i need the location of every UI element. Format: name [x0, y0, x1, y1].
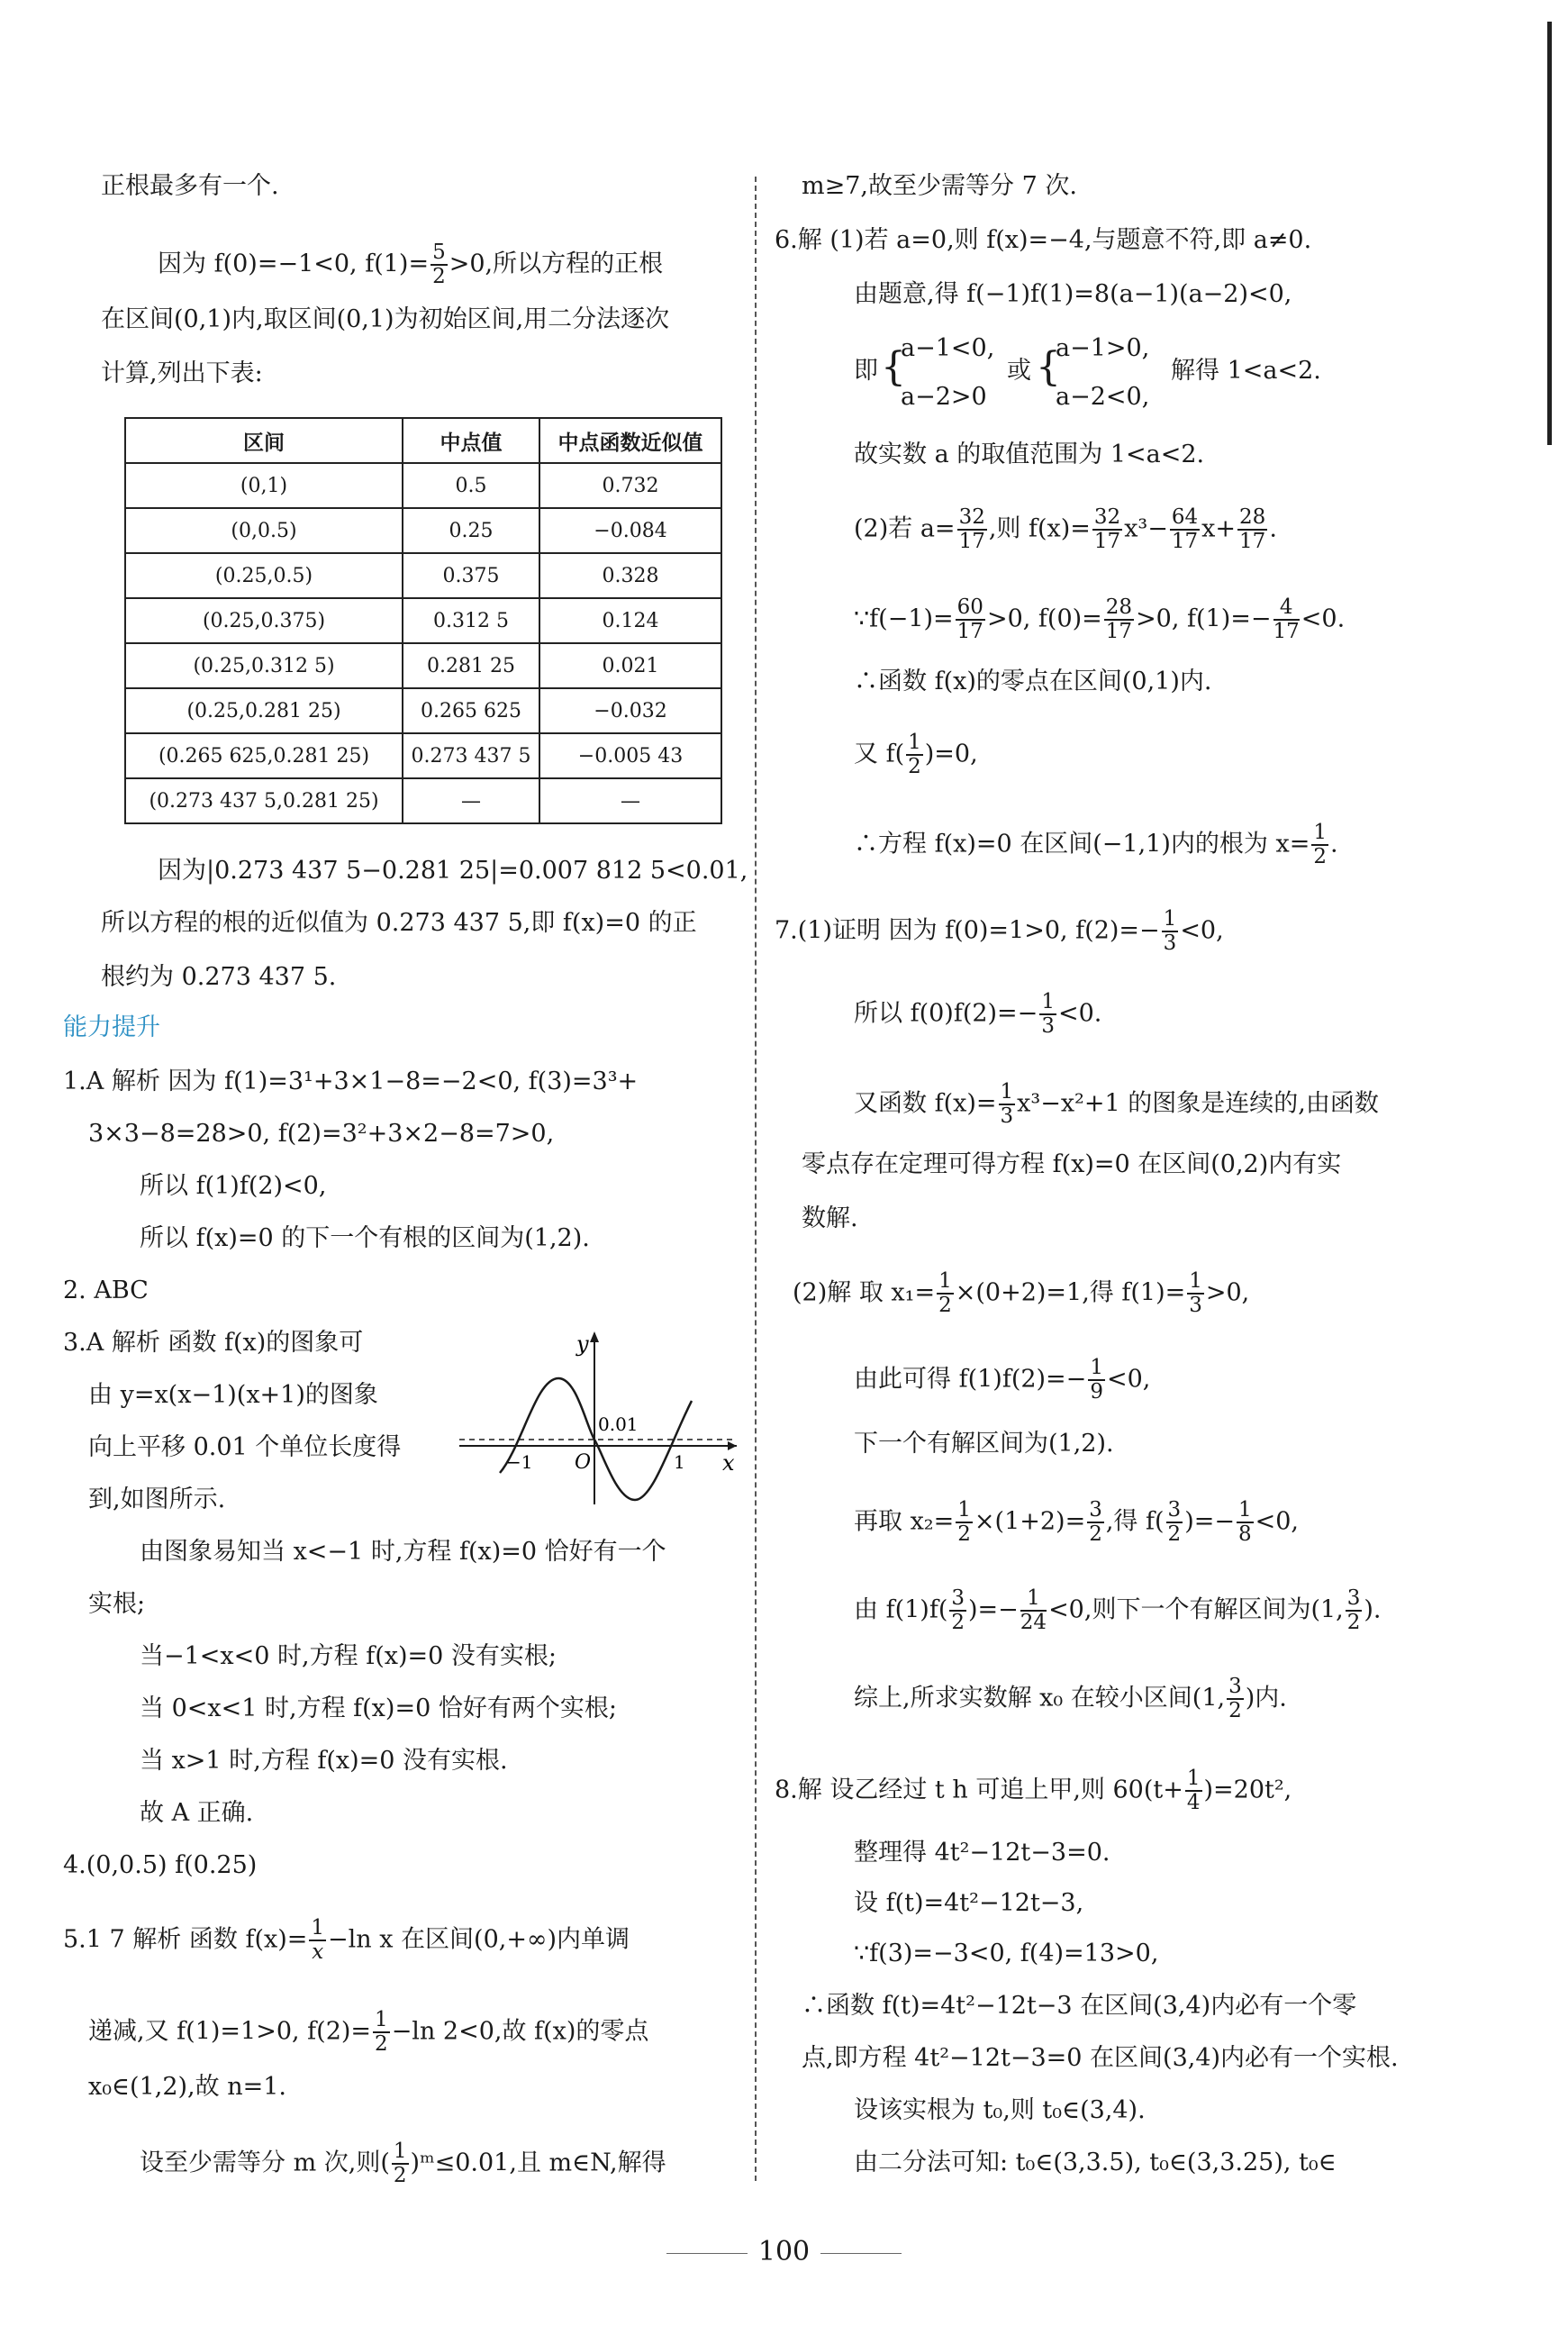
table-cell: 0.732	[539, 463, 721, 508]
table-cell: (0.25,0.312 5)	[125, 643, 403, 688]
text-line: (2)解 取 x₁= $\frac{1}{2}$ ×(0+2)=1,得 f(1)= $\frac{1}{3}$ >0,	[793, 1269, 1250, 1317]
table-row	[125, 508, 721, 553]
text-line: 2. ABC	[63, 1276, 149, 1304]
table-header: 中点值	[403, 418, 539, 463]
tick-label: −1	[506, 1451, 533, 1473]
text-line: 零点存在定理可得方程 f(x)=0 在区间(0,2)内有实	[802, 1150, 1342, 1178]
table-cell: (0.273 437 5,0.281 25)	[125, 778, 403, 823]
text-line: 故 A 正确.	[140, 1799, 254, 1827]
table-cell: 0.328	[539, 553, 721, 598]
text-line: 8.解 设乙经过 t h 可追上甲,则 60(t+ $\frac{1}{4}$ )=20t²,	[775, 1767, 1292, 1814]
text-line: 在区间(0,1)内,取区间(0,1)为初始区间,用二分法逐次	[101, 305, 670, 333]
text-line: 因为 f(0)=−1<0, f(1)= $\frac{5}{2}$ >0,所以方程的正根	[158, 241, 664, 288]
origin-label: O	[575, 1451, 592, 1474]
text-line: 由题意,得 f(−1)f(1)=8(a−1)(a−2)<0,	[854, 280, 1292, 308]
table-cell: 0.124	[539, 598, 721, 643]
table-row	[125, 463, 721, 508]
text-line: 由二分法可知: t₀∈(3,3.5), t₀∈(3,3.25), t₀∈	[854, 2149, 1337, 2176]
fraction: $\frac{1}{2}$	[393, 2140, 407, 2187]
function-curve	[500, 1378, 692, 1500]
text-line: 或	[1007, 357, 1031, 385]
table-cell: —	[403, 778, 539, 823]
table-cell: 0.273 437 5	[403, 733, 539, 778]
text-line: a−1>0,	[1056, 334, 1150, 362]
text-line: x₀∈(1,2),故 n=1.	[88, 2073, 286, 2101]
table-cell: −0.032	[539, 688, 721, 733]
text-line: 所以方程的根的近似值为 0.273 437 5,即 f(x)=0 的正	[101, 909, 697, 937]
table-header: 区间	[125, 418, 403, 463]
table-row	[125, 778, 721, 823]
fraction: $\frac{1}{2}$	[375, 2008, 388, 2056]
table-cell: 0.281 25	[403, 643, 539, 688]
table-cell: (0.25,0.375)	[125, 598, 403, 643]
y-label: y	[576, 1331, 589, 1357]
text-line: 解得 1<a<2.	[1171, 357, 1321, 385]
table-cell: (0,1)	[125, 463, 403, 508]
text-line: a−2<0,	[1056, 383, 1150, 411]
tick-label: 1	[674, 1451, 685, 1473]
column-divider	[755, 177, 757, 2181]
bisection-table	[124, 417, 722, 824]
text-line: 4.(0,0.5) f(0.25)	[63, 1851, 258, 1879]
x-label: x	[722, 1450, 735, 1476]
text-line: 即	[854, 357, 878, 385]
text-line: 由 f(1)f( $\frac{3}{2}$ )=− $\frac{1}{24}$ <0,则下一个有解区间为(1, $\frac{3}{2}$ ).	[854, 1586, 1382, 1634]
section-heading: 能力提升	[63, 1013, 160, 1041]
text-line: 再取 x₂= $\frac{1}{2}$ ×(1+2)= $\frac{3}{2}$ ,得 f( $\frac{3}{2}$ )=− $\frac{1}{8}$ <0,	[854, 1498, 1299, 1546]
text-line: 设至少需等分 m 次,则( $\frac{1}{2}$ )ᵐ≤0.01,且 m∈N,解得	[140, 2140, 666, 2187]
table-row	[125, 553, 721, 598]
table-cell: 0.021	[539, 643, 721, 688]
table-cell: (0.25,0.5)	[125, 553, 403, 598]
table-header-row	[125, 418, 721, 463]
text-line: 6.解 (1)若 a=0,则 f(x)=−4,与题意不符,即 a≠0.	[775, 226, 1312, 254]
text-line: 下一个有解区间为(1,2).	[854, 1430, 1114, 1458]
text-line: 设该实根为 t₀,则 t₀∈(3,4).	[854, 2096, 1146, 2124]
text-line: 由 y=x(x−1)(x+1)的图象	[88, 1381, 378, 1409]
text-line: 当 x>1 时,方程 f(x)=0 没有实根.	[140, 1747, 508, 1775]
text-line: 到,如图所示.	[88, 1485, 226, 1513]
fraction: $\frac{1}{x}$	[311, 1916, 324, 1964]
text-line: 当 0<x<1 时,方程 f(x)=0 恰好有两个实根;	[140, 1694, 617, 1722]
table-cell: 0.312 5	[403, 598, 539, 643]
table-row	[125, 733, 721, 778]
table-row	[125, 598, 721, 643]
text-line: 由此可得 f(1)f(2)=− $\frac{1}{9}$ <0,	[854, 1356, 1151, 1404]
text-line: 递减,又 f(1)=1>0, f(2)= $\frac{1}{2}$ −ln 2<0,故 f(x)的零点	[88, 2008, 649, 2056]
text-line: 计算,列出下表:	[101, 359, 263, 387]
text-line: 数解.	[802, 1204, 858, 1232]
text-line: 又 f( $\frac{1}{2}$ )=0,	[854, 731, 978, 778]
table-cell: (0.265 625,0.281 25)	[125, 733, 403, 778]
text-line: 由图象易知当 x<−1 时,方程 f(x)=0 恰好有一个	[140, 1538, 666, 1566]
text-line: 设 f(t)=4t²−12t−3,	[854, 1889, 1084, 1917]
text-line: 故实数 a 的取值范围为 1<a<2.	[854, 441, 1205, 468]
text-line: a−1<0,	[901, 334, 995, 362]
table-cell: −0.005 43	[539, 733, 721, 778]
table-cell: —	[539, 778, 721, 823]
text-line: 整理得 4t²−12t−3=0.	[854, 1839, 1110, 1867]
text-line: 综上,所求实数解 x₀ 在较小区间(1, $\frac{3}{2}$ )内.	[854, 1675, 1287, 1722]
text-line: 因为|0.273 437 5−0.281 25|=0.007 812 5<0.01,	[158, 857, 748, 885]
text-line: ∴函数 f(x)的零点在区间(0,1)内.	[854, 668, 1212, 695]
x-axis-arrow-icon	[728, 1441, 737, 1450]
page-number: 100	[0, 2236, 1568, 2267]
table-cell: 0.375	[403, 553, 539, 598]
brace-icon: {	[1036, 344, 1061, 390]
divider	[666, 2253, 748, 2254]
table-row	[125, 643, 721, 688]
text-line: ∵f(3)=−3<0, f(4)=13>0,	[854, 1940, 1159, 1967]
right-edge-bar	[1547, 22, 1552, 445]
text-line: 所以 f(1)f(2)<0,	[140, 1172, 327, 1200]
shift-label: 0.01	[598, 1413, 639, 1435]
table-cell: (0.25,0.281 25)	[125, 688, 403, 733]
table-row	[125, 688, 721, 733]
text-line: a−2>0	[901, 383, 987, 411]
table-cell: (0,0.5)	[125, 508, 403, 553]
text-line: 正根最多有一个.	[101, 172, 279, 200]
text-line: 3.A 解析 函数 f(x)的图象可	[63, 1329, 364, 1357]
text-line: 1.A 解析 因为 f(1)=3¹+3×1−8=−2<0, f(3)=3³+	[63, 1068, 639, 1095]
y-axis-arrow-icon	[590, 1331, 599, 1342]
text-line: 所以 f(x)=0 的下一个有根的区间为(1,2).	[140, 1224, 590, 1252]
text-line: 向上平移 0.01 个单位长度得	[88, 1433, 402, 1461]
brace-icon: {	[881, 344, 906, 390]
text-line: 点,即方程 4t²−12t−3=0 在区间(3,4)内必有一个实根.	[802, 2044, 1399, 2072]
text-line: 7.(1)证明 因为 f(0)=1>0, f(2)=− $\frac{1}{3}$ <0,	[775, 907, 1224, 955]
divider	[820, 2253, 902, 2254]
text-line: ∴方程 f(x)=0 在区间(−1,1)内的根为 x= $\frac{1}{2}$ .	[854, 821, 1338, 868]
text-line: 所以 f(0)f(2)=− $\frac{1}{3}$ <0.	[854, 990, 1102, 1038]
text-line: 又函数 f(x)= $\frac{1}{3}$ x³−x²+1 的图象是连续的,由函数	[854, 1080, 1379, 1128]
text-line: 根约为 0.273 437 5.	[101, 963, 337, 991]
fraction: $\frac{5}{2}$	[432, 241, 446, 288]
text-line: m≥7,故至少需等分 7 次.	[802, 172, 1077, 200]
cubic-graph	[450, 1324, 748, 1513]
text-line: (2)若 a= $\frac{32}{17}$ ,则 f(x)= $\frac{32}{17}$ x³− $\frac{64}{17}$ x+ $\frac{28}{17}$ .	[854, 505, 1277, 553]
text-line: 当−1<x<0 时,方程 f(x)=0 没有实根;	[140, 1642, 557, 1670]
table-cell: 0.5	[403, 463, 539, 508]
text-line: 实根;	[88, 1590, 146, 1618]
table-cell: 0.265 625	[403, 688, 539, 733]
table-cell: −0.084	[539, 508, 721, 553]
text-line: 5.1 7 解析 函数 f(x)= $\frac{1}{x}$ −ln x 在区间(0,+∞)内单调	[63, 1916, 630, 1964]
table-header: 中点函数近似值	[539, 418, 721, 463]
text-line: 3×3−8=28>0, f(2)=3²+3×2−8=7>0,	[88, 1120, 555, 1148]
table-cell: 0.25	[403, 508, 539, 553]
text-line: ∴函数 f(t)=4t²−12t−3 在区间(3,4)内必有一个零	[802, 1992, 1357, 2020]
text-line: ∵f(−1)= $\frac{60}{17}$ >0, f(0)= $\frac{28}{17}$ >0, f(1)=− $\frac{4}{17}$ <0.	[854, 595, 1346, 643]
